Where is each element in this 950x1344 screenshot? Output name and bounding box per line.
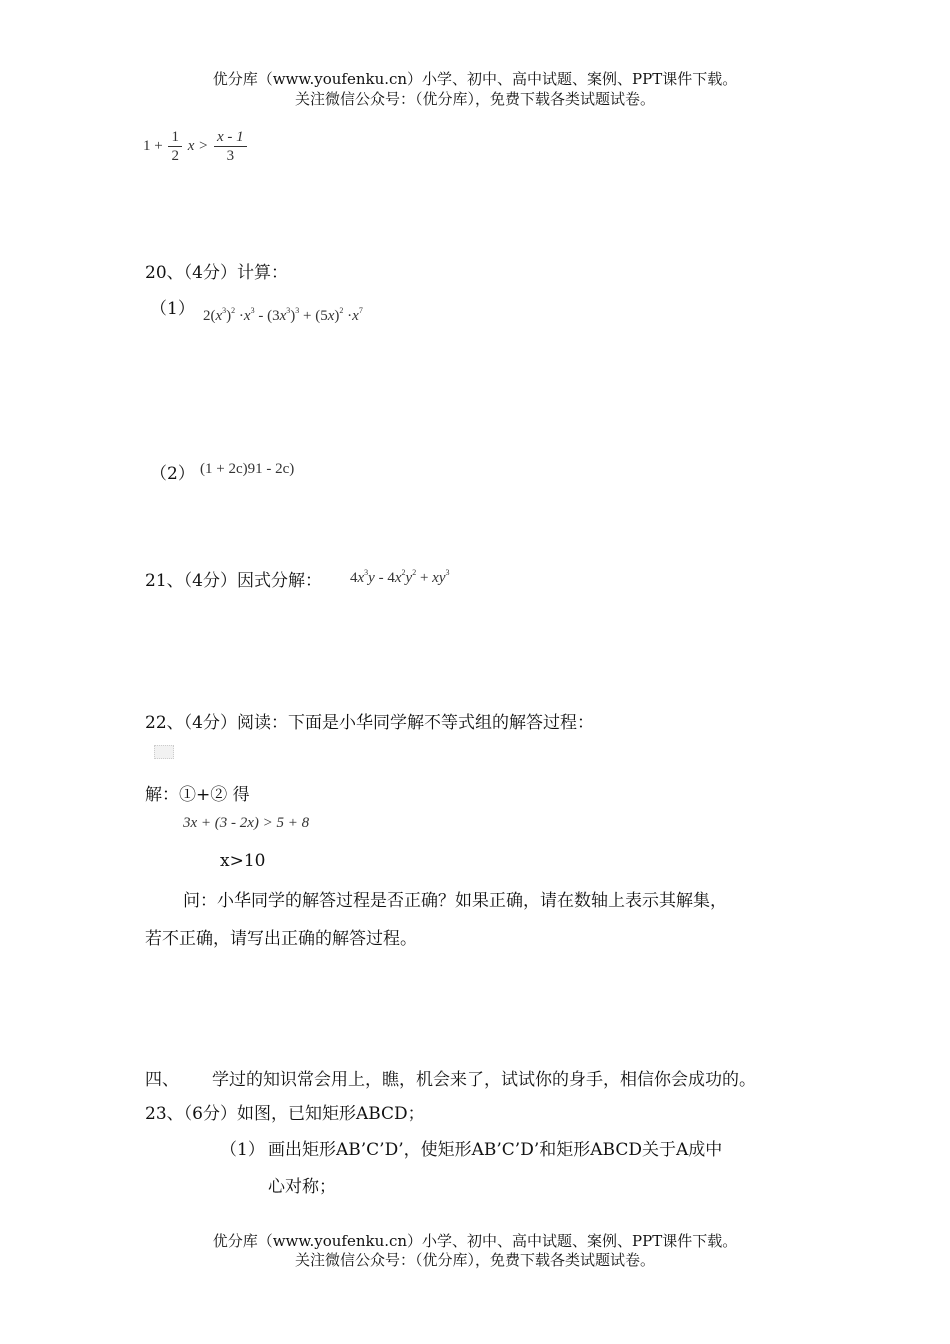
- section4-label: 四、: [145, 1070, 179, 1090]
- q23-part1-line1: 画出矩形AB’C’D’，使矩形AB’C’D’和矩形ABCD关于A成中: [268, 1140, 723, 1160]
- header-line-2: 关注微信公众号：（优分库），免费下载各类试题试卷。: [294, 90, 655, 108]
- q23-part1-label: （1）: [220, 1140, 265, 1160]
- q20-part2-label: （2）: [150, 464, 195, 484]
- q22-step1: 3x + (3 - 2x) > 5 + 8: [183, 815, 310, 831]
- q22-solution-label: 解：①+② 得: [145, 785, 250, 805]
- q20-part1-label: （1）: [150, 299, 195, 319]
- q19-inequality: [143, 128, 249, 165]
- q20-part1-expression: $2(x^3)^2 \cdot x^3 - (3x^3)^3 + (5x)^2 \cdot x^7$: [203, 306, 363, 324]
- q23-part1-line2: 心对称；: [268, 1177, 336, 1197]
- fraction-denominator: 2: [171, 148, 179, 164]
- fraction-one-half: [168, 128, 182, 165]
- q20-title: 20、（4分）计算：: [145, 263, 288, 283]
- fraction-denominator: 3: [226, 148, 235, 164]
- footer-line-1: 优分库（www.youfenku.cn）小学、初中、高中试题、案例、PPT课件下载。: [212, 1232, 738, 1250]
- q19-mid: x >: [187, 137, 209, 154]
- q20-part2-expression: (1 + 2c)91 - 2c): [200, 461, 295, 477]
- footer-line-2: 关注微信公众号：（优分库），免费下载各类试题试卷。: [294, 1251, 655, 1269]
- q22-question-line2: 若不正确，请写出正确的解答过程。: [145, 929, 417, 949]
- q23-title: 23、（6分）如图，已知矩形ABCD；: [145, 1104, 425, 1124]
- fraction-numerator: 1: [168, 128, 182, 147]
- inequality-system-image: [154, 745, 174, 759]
- q19-lead: 1 +: [143, 137, 163, 154]
- header-line-1: 优分库（www.youfenku.cn）小学、初中、高中试题、案例、PPT课件下载。: [212, 70, 738, 88]
- q22-step2: x>10: [220, 851, 266, 871]
- fraction-numerator: x - 1: [214, 128, 247, 147]
- fraction-x-minus-1-over-3: [214, 128, 247, 165]
- q22-title: 22、（4分）阅读：下面是小华同学解不等式组的解答过程：: [145, 713, 594, 733]
- q21-expression: $4x^3y - 4x^2y^2 + xy^3$: [350, 568, 450, 586]
- q21-title: 21、（4分）因式分解：: [145, 571, 322, 591]
- q22-question-line1: 问：小华同学的解答过程是否正确？如果正确，请在数轴上表示其解集，: [183, 891, 727, 911]
- section4-text: 学过的知识常会用上，瞧，机会来了，试试你的身手，相信你会成功的。: [212, 1070, 756, 1090]
